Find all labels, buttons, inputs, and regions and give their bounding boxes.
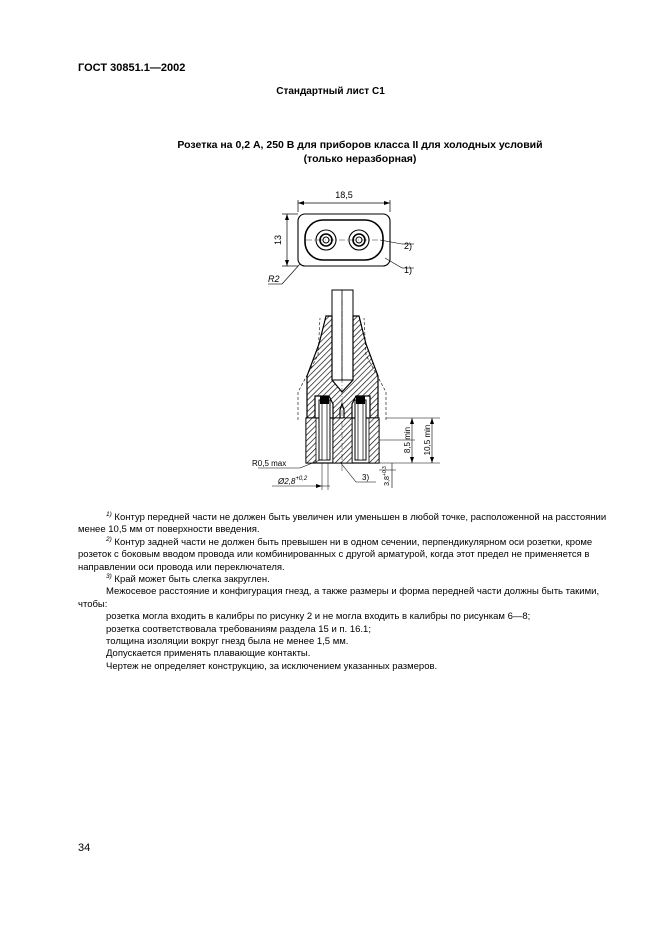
dim-3-8: $3,8^{+0,3}$ [382, 466, 391, 486]
paragraph-insulation: толщина изоляции вокруг гнезд была не менее 1,5 мм. [106, 636, 349, 648]
footnote-2: $^{2)}$ Контур задней части не должен быть превышен ни в одном сечении, перпендикулярном оси розетки, кроме розеток с боковым вводом провода или комбинированных с другой арматурой, когда этот предел не применяется в направлении оси провода или переключателя. [78, 535, 593, 573]
note-2-label: 2) [404, 241, 413, 251]
note-1-label: 1) [404, 265, 413, 275]
dim-width: 18,5 [335, 190, 353, 200]
paragraph-requirements: розетка соответствовала требованиям раздела 15 и п. 16.1; [106, 623, 371, 635]
paragraph-spacing: Межосевое расстояние и конфигурация гнезд, а также размеры и форма передней части должны быть такими, чтобы: [78, 586, 600, 610]
notes-block [78, 512, 615, 673]
dim-8-5-min: 8,5 min [403, 426, 412, 454]
section-view [252, 290, 440, 490]
note-3-label: 3) [362, 473, 370, 482]
footnote-1: $^{1)}$ Контур передней части не должен быть увеличен или уменьшен в любой точке, расположенной на расстоянии менее 10,5 мм от поверхности введения. [78, 510, 607, 536]
paragraph-construction: Чертеж не определяет конструкцию, за исключением указанных размеров. [106, 660, 438, 672]
document-number: ГОСТ 30851.1—2002 [78, 62, 186, 74]
dim-height: 13 [273, 234, 283, 246]
title-line-2: (только неразборная) [303, 153, 417, 165]
paragraph-floating-contacts: Допускается применять плавающие контакты. [106, 648, 311, 660]
front-view [268, 190, 414, 284]
dim-diameter: $Ø2,8^{+0,2}$ [278, 476, 308, 486]
footnote-3: $^{3)}$ Край может быть слегка закруглен. [106, 572, 270, 586]
radius-label: R2 [268, 274, 280, 284]
paragraph-gauges: розетка могла входить в калибры по рисунку 2 и не могла входить в калибры по рисункам 6—8; [106, 611, 531, 623]
sheet-label: Стандартный лист С1 [276, 86, 385, 97]
title-line-1: Розетка на 0,2 А, 250 В для приборов класса II для холодных условий [177, 139, 543, 151]
dim-r0-5-max: R0,5 max [252, 459, 287, 468]
page-number: 34 [78, 842, 91, 854]
dim-10-5-min: 10,5 min [423, 424, 432, 456]
